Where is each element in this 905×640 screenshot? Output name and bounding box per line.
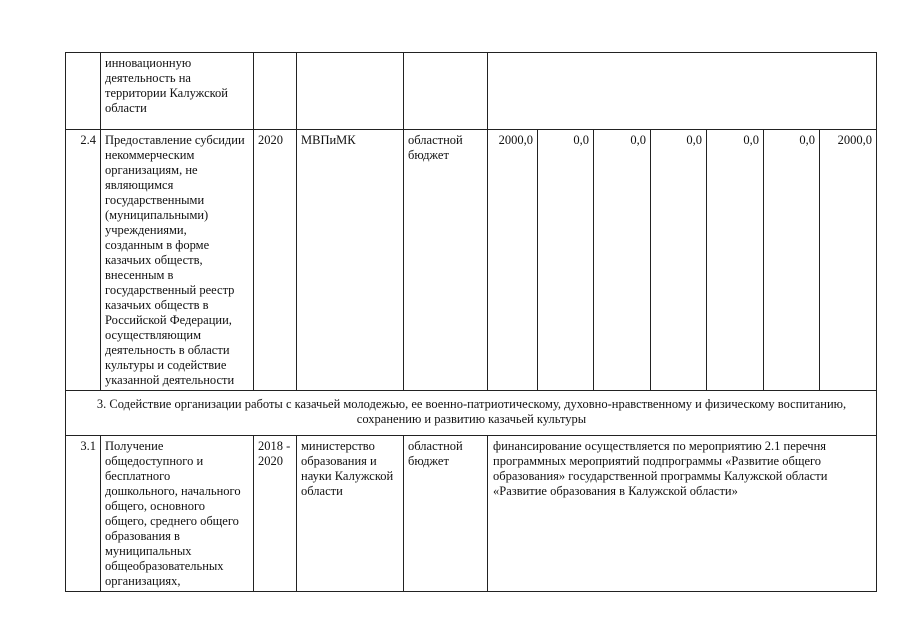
year-cell: 2020 — [254, 130, 297, 391]
value-cell: 0,0 — [594, 130, 651, 391]
measure-name-cell: инновационную деятельность на территории Калужской области — [101, 53, 254, 130]
source-cell: областной бюджет — [404, 436, 488, 592]
table-row-3-1 — [66, 436, 877, 592]
year-cell — [254, 53, 297, 130]
table-row-continued — [66, 53, 877, 130]
value-cell-total: 2000,0 — [820, 130, 877, 391]
value-cell: 0,0 — [707, 130, 764, 391]
section-header-row — [66, 391, 877, 436]
executor-cell: министерство образования и науки Калужской области — [297, 436, 404, 592]
finance-merged-cell — [488, 53, 877, 130]
executor-cell — [297, 53, 404, 130]
source-cell — [404, 53, 488, 130]
row-number-cell: 3.1 — [66, 436, 101, 592]
value-cell: 0,0 — [651, 130, 707, 391]
row-number-cell — [66, 53, 101, 130]
row-number-cell: 2.4 — [66, 130, 101, 391]
value-cell-total-2018: 2000,0 — [488, 130, 538, 391]
measures-table — [65, 52, 877, 592]
table-row-2-4 — [66, 130, 877, 391]
finance-note-cell: финансирование осуществляется по мероприятию 2.1 перечня программных мероприятий подпрограммы «Развитие общего образования» государственной программы Калужской области «Развитие образования в Калужской области» — [488, 436, 877, 592]
value-cell: 0,0 — [538, 130, 594, 391]
year-cell: 2018 - 2020 — [254, 436, 297, 592]
executor-cell: МВПиМК — [297, 130, 404, 391]
value-cell: 0,0 — [764, 130, 820, 391]
section-3-title: 3. Содействие организации работы с казачьей молодежью, ее военно-патриотическому, духовно-нравственному и физическому воспитанию, сохранению и развитию казачьей культуры — [66, 391, 877, 436]
source-cell: областной бюджет — [404, 130, 488, 391]
measure-name-cell: Предоставление субсидии некоммерческим организациям, не являющимся государственными (муниципальными) учреждениями, созданным в форме казачьих обществ, внесенным в государственный реестр казачьих обществ в Российской Федерации, осуществляющим деятельность в области культуры и содействие указанной деятельности — [101, 130, 254, 391]
measure-name-cell: Получение общедоступного и бесплатного дошкольного, начального общего, основного общего, среднего общего образования в муниципальных общеобразовательных организациях, — [101, 436, 254, 592]
